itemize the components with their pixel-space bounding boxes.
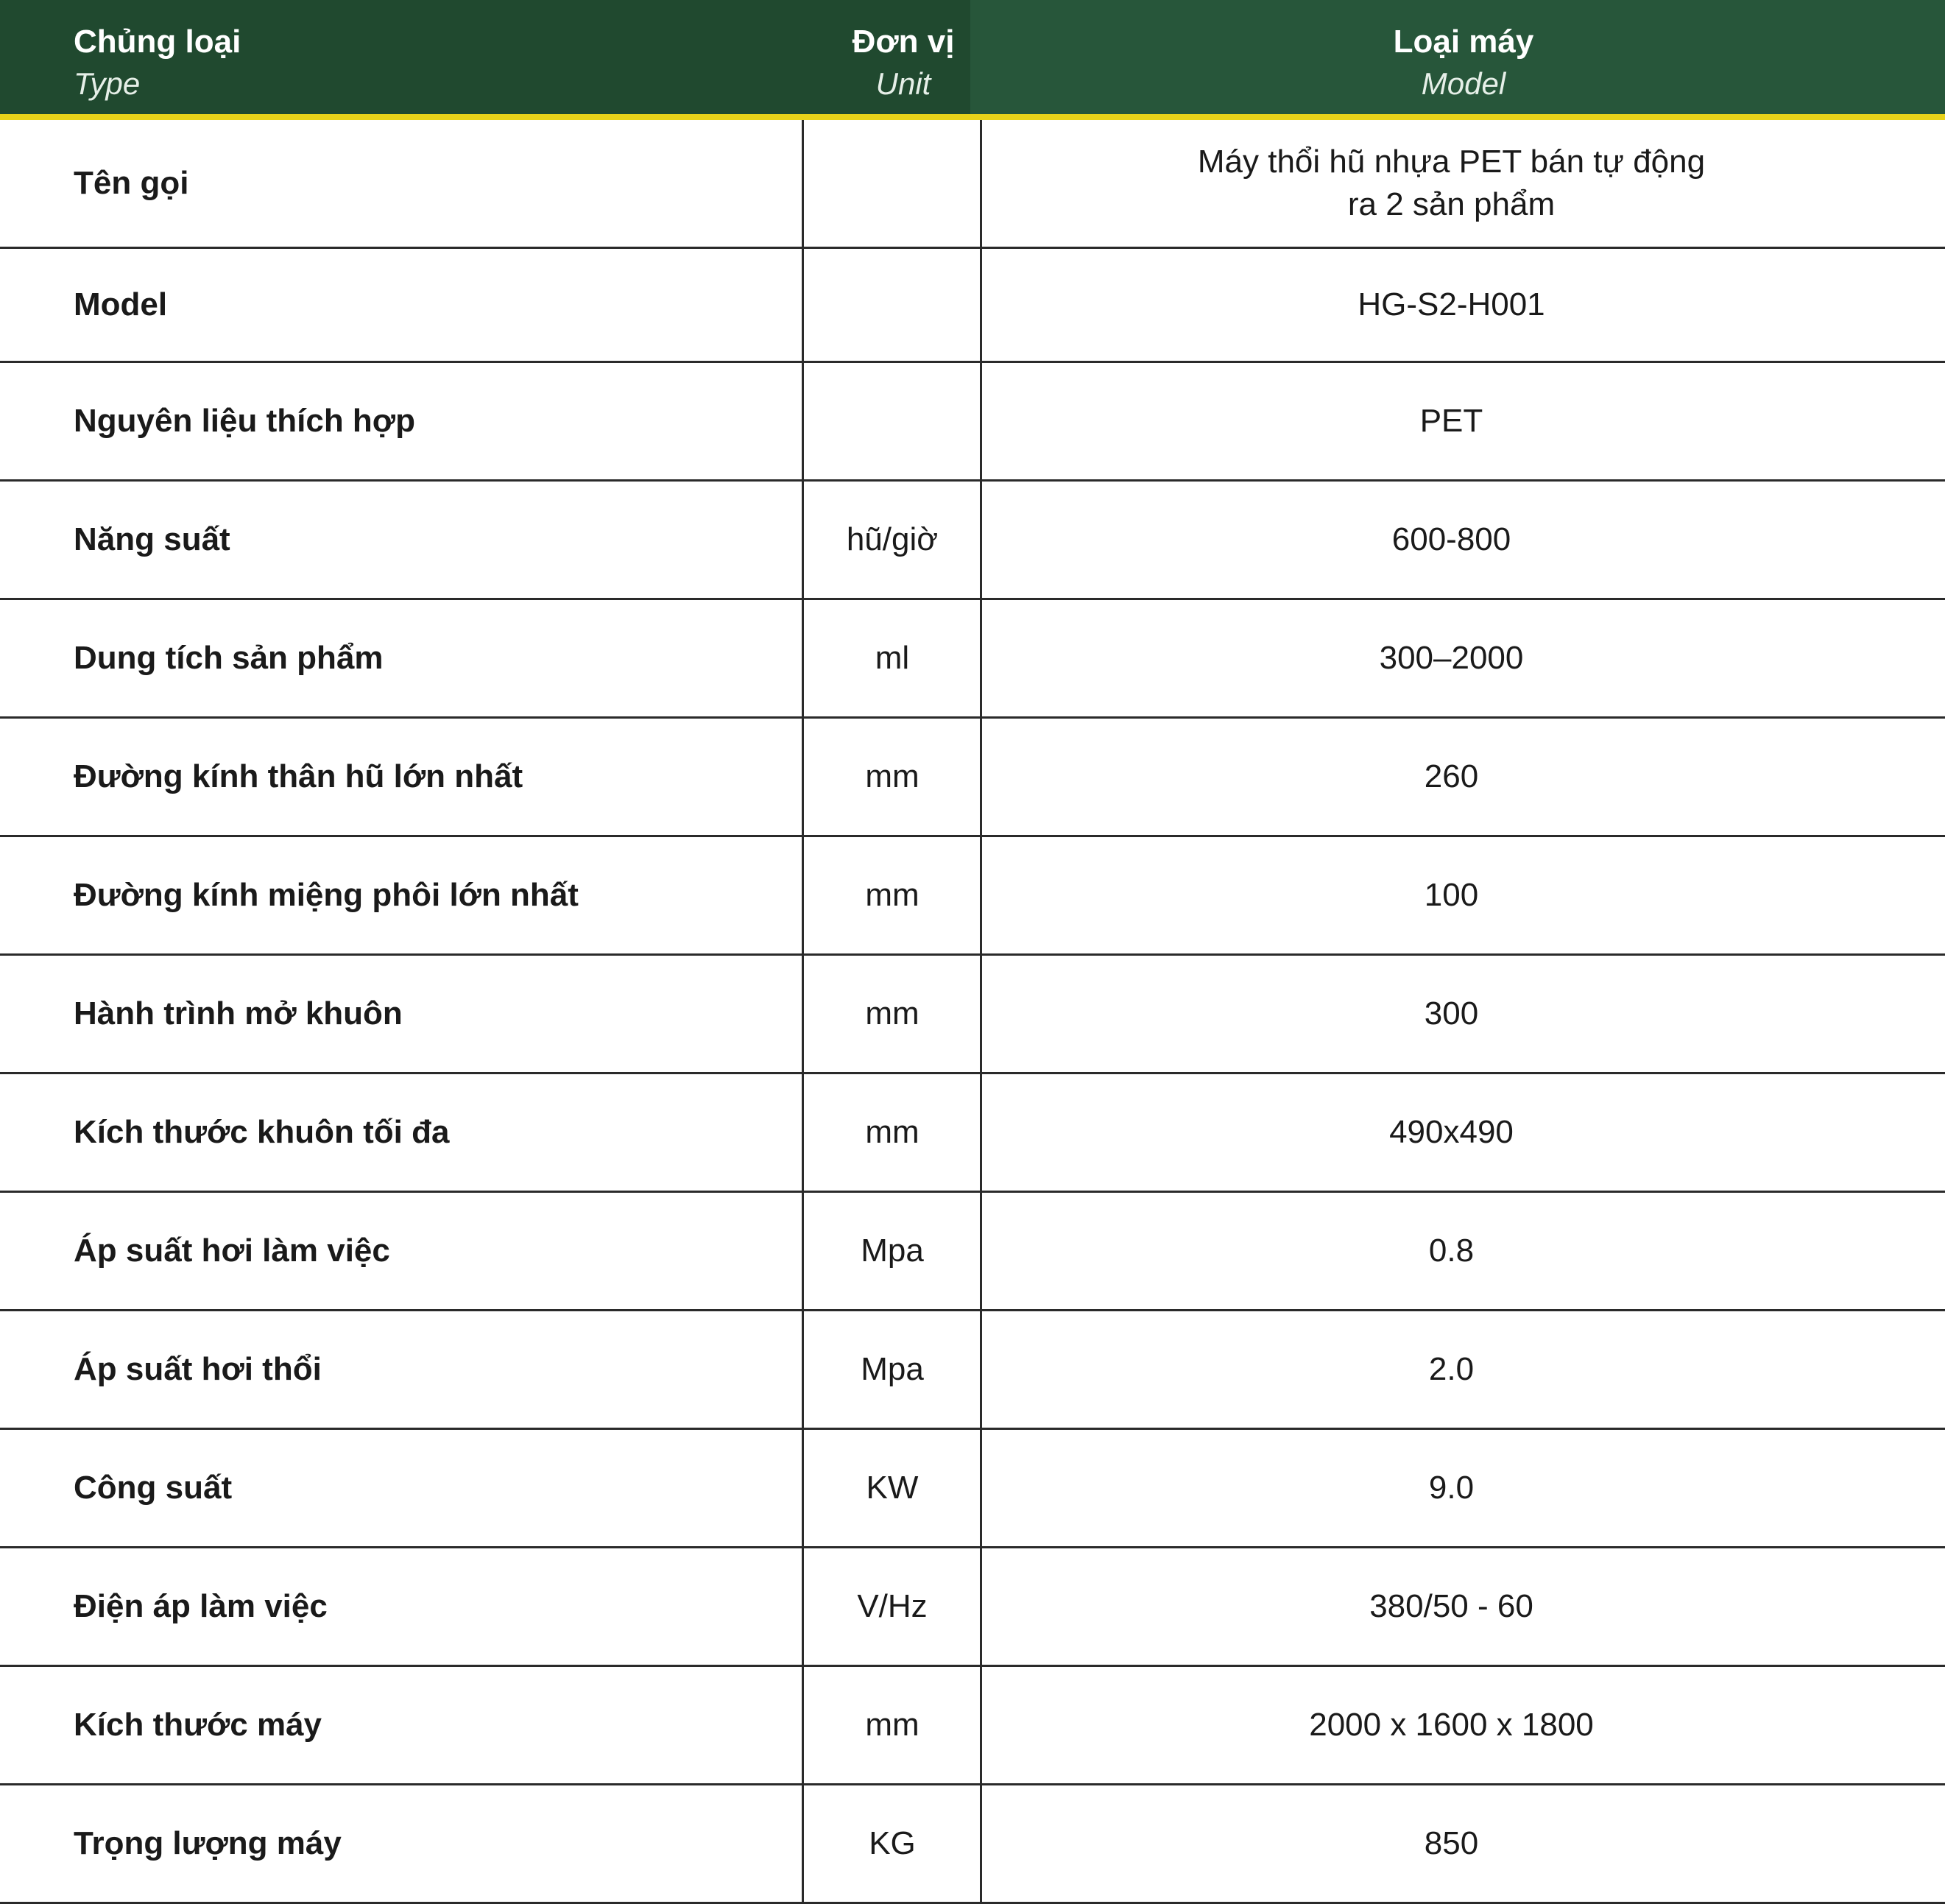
row-unit [804,120,981,247]
row-model: 9.0 [1428,1470,1475,1506]
row-type: Đường kính thân hũ lớn nhất [74,758,523,794]
row-type: Dung tích sản phẩm [74,640,384,676]
table-header [0,0,1945,120]
table-row [0,956,1945,1074]
row-model: HG-S2-H001 [1358,286,1545,322]
row-unit: Mpa [861,1233,924,1269]
header-unit-vi: Đơn vị [852,24,955,60]
row-model: 2000 x 1600 x 1800 [1309,1707,1594,1743]
row-model: 0.8 [1428,1233,1475,1269]
row-unit: V/Hz [857,1588,928,1624]
row-type: Điện áp làm việc [74,1588,328,1624]
header-type-en: Type [74,66,141,101]
row-unit [804,363,981,479]
row-type: Áp suất hơi thổi [74,1351,322,1387]
row-type: Năng suất [74,521,230,557]
row-model-line-2: ra 2 sản phẩm [1347,186,1556,222]
row-unit [804,249,981,361]
row-model [982,120,1921,247]
row-unit: mm [865,877,919,913]
row-type: Nguyên liệu thích hợp [74,403,415,439]
row-unit: mm [865,1114,919,1150]
row-model: 100 [1424,877,1479,913]
row-type: Công suất [74,1470,233,1506]
table-row [0,1311,1945,1430]
row-type: Model [74,286,168,322]
table-row [0,120,1945,249]
row-model-lines [1198,141,1705,226]
table-row [0,249,1945,363]
table-row [0,1667,1945,1785]
table-row [0,1193,1945,1311]
row-model-line-1: Máy thổi hũ nhựa PET bán tự động [1197,144,1706,180]
header-model-vi: Loại máy [1393,24,1534,60]
row-type: Tên gọi [74,165,189,201]
header-model [982,21,1945,105]
header-type [74,21,241,105]
row-model: 260 [1424,758,1479,794]
header-unit [804,21,1003,105]
row-unit: KW [866,1470,919,1506]
row-model: 380/50 - 60 [1369,1588,1533,1624]
table-row [0,600,1945,719]
table-row [0,1430,1945,1548]
table-row [0,837,1945,956]
row-model: 600-800 [1391,521,1511,557]
header-type-vi: Chủng loại [74,24,241,60]
table-row [0,1785,1945,1904]
row-type: Trọng lượng máy [74,1825,342,1861]
table-row [0,482,1945,600]
row-type: Đường kính miệng phôi lớn nhất [74,877,579,913]
row-unit: mm [865,995,919,1032]
row-unit: Mpa [861,1351,924,1387]
row-model: 850 [1424,1825,1479,1861]
table-row [0,1548,1945,1667]
table-row [0,363,1945,482]
row-unit: mm [865,1707,919,1743]
row-unit: hũ/giờ [846,521,939,557]
row-unit: KG [869,1825,916,1861]
row-model: PET [1419,403,1483,439]
row-unit: mm [865,758,919,794]
row-model: 300–2000 [1379,640,1524,676]
row-model: 490x490 [1389,1114,1514,1150]
table-row [0,719,1945,837]
header-unit-en: Unit [875,66,931,101]
row-type: Hành trình mở khuôn [74,995,403,1032]
table-row [0,1074,1945,1193]
row-type: Kích thước máy [74,1707,322,1743]
row-model: 2.0 [1428,1351,1475,1387]
row-unit: ml [875,640,910,676]
header-model-en: Model [1421,66,1506,101]
row-type: Áp suất hơi làm việc [74,1233,390,1269]
row-model: 300 [1424,995,1479,1032]
row-type: Kích thước khuôn tối đa [74,1114,450,1150]
